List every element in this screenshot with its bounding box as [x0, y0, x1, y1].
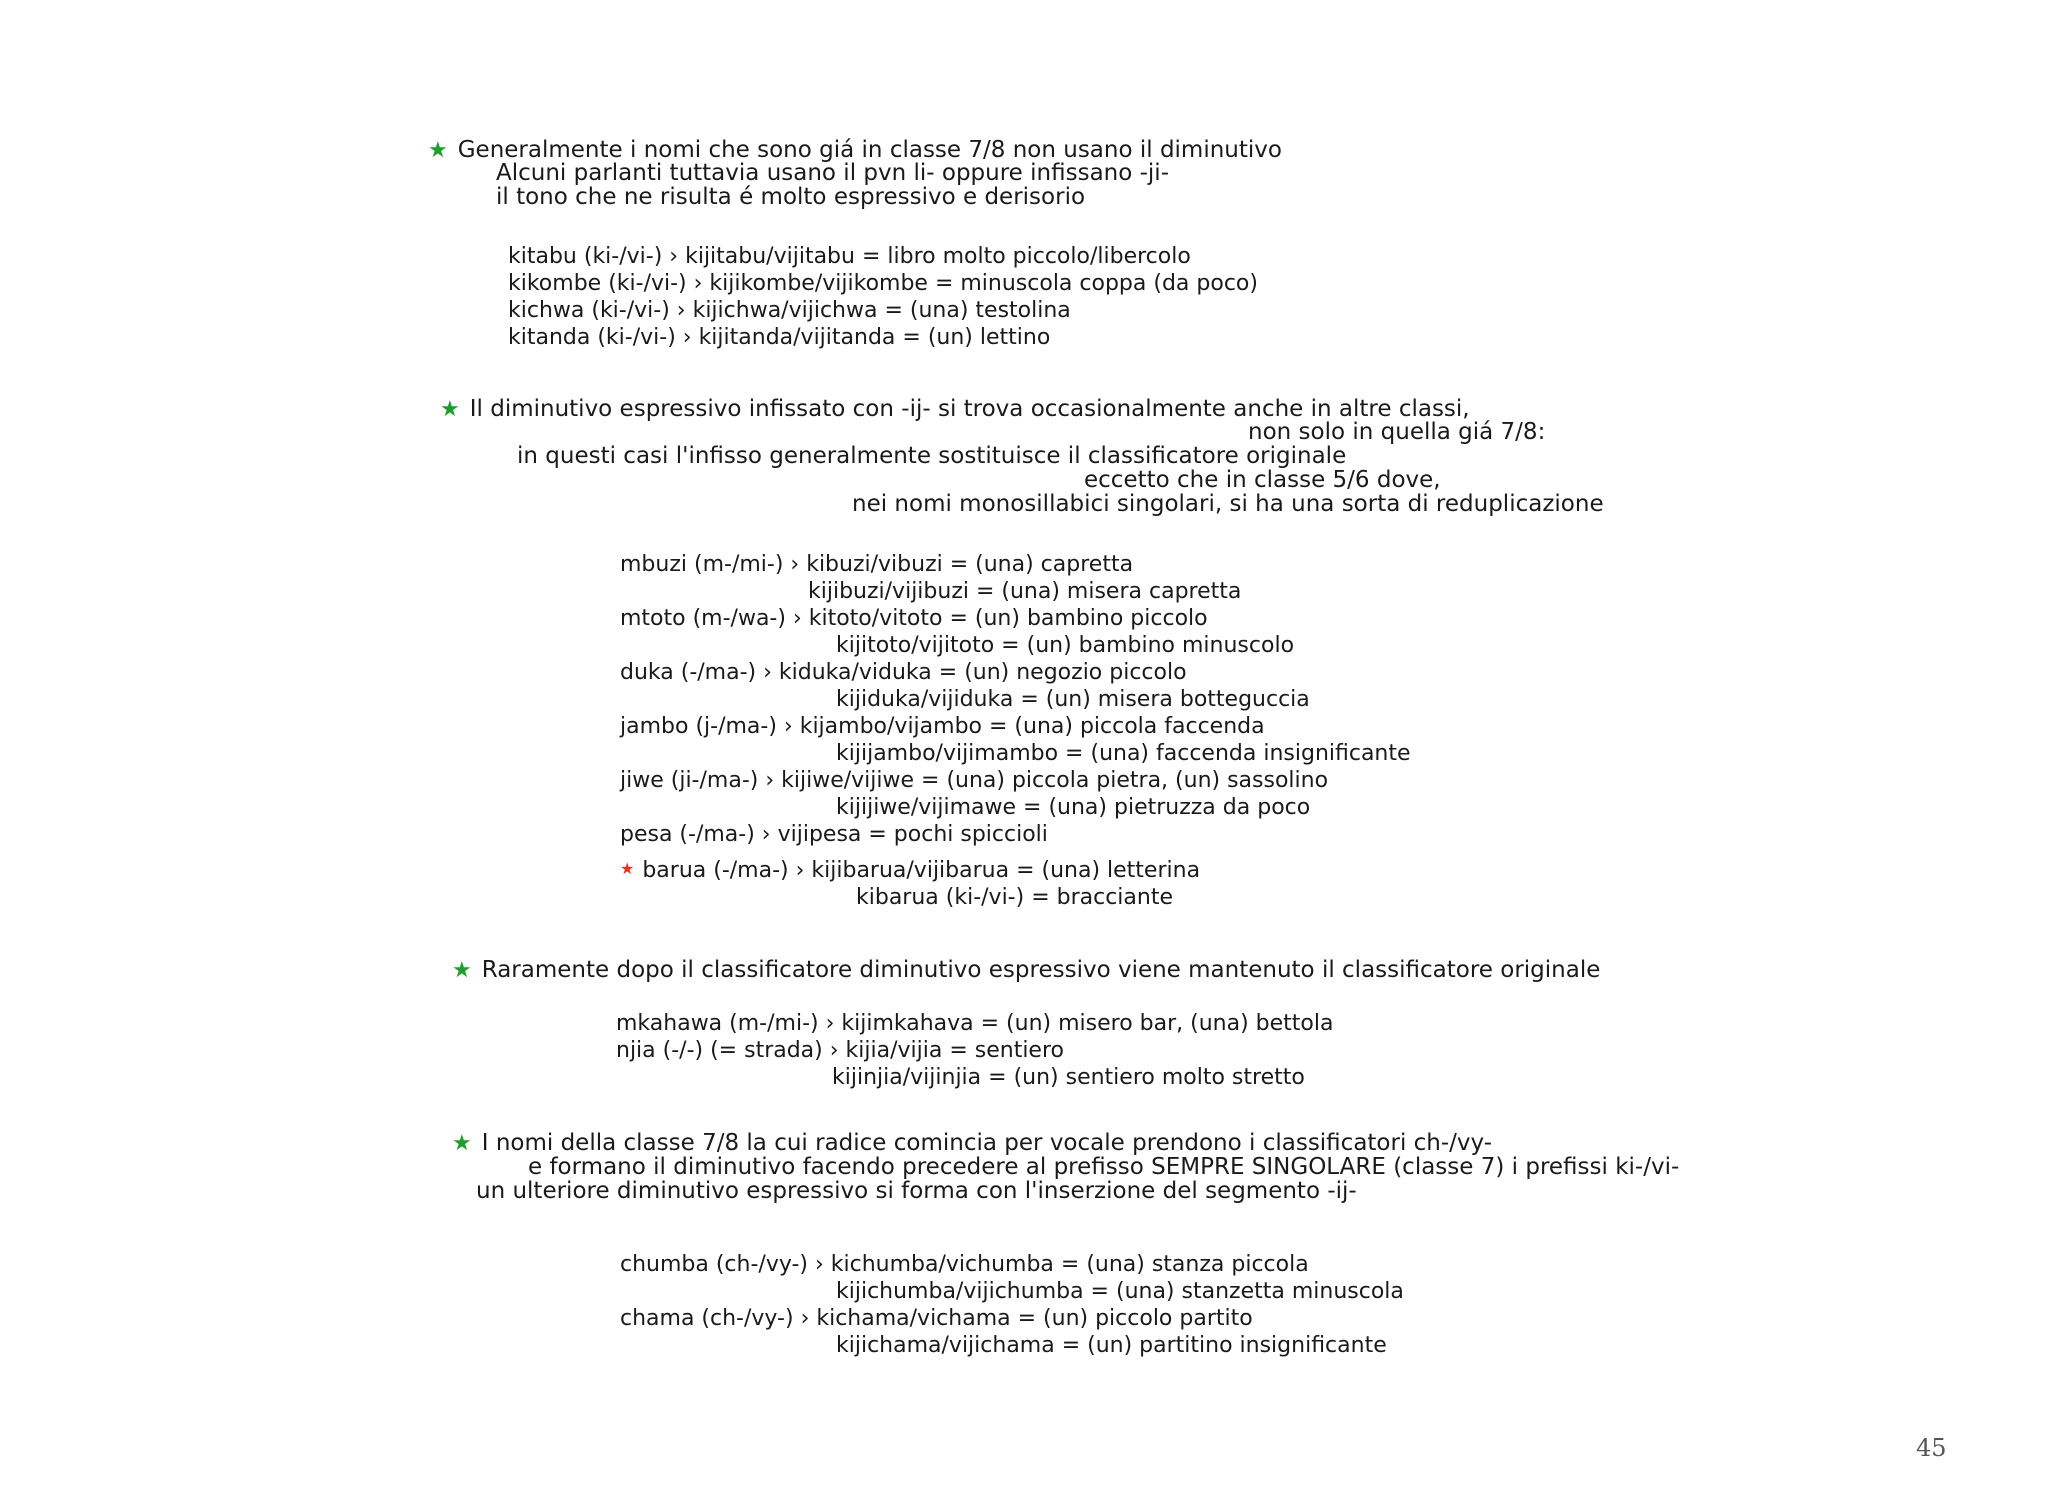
example-line: kijijiwe/vijimawe = (una) pietruzza da poco [836, 795, 1311, 820]
example-line: kikombe (ki-/vi-) › kijikombe/vijikombe = minuscola coppa (da poco) [508, 271, 1258, 296]
example-line: kijinjia/vijinjia = (un) sentiero molto stretto [832, 1065, 1305, 1090]
example-line: pesa (-/ma-) › vijipesa = pochi spiccioli [620, 822, 1048, 847]
star-icon: ★ [452, 1131, 472, 1156]
example-line: duka (-/ma-) › kiduka/viduka = (un) negozio piccolo [620, 660, 1187, 685]
section-2-line: in questi casi l'infisso generalmente sostituisce il classificatore originale [517, 443, 1347, 469]
example-line: jiwe (ji-/ma-) › kijiwe/vijiwe = (una) piccola pietra, (un) sassolino [620, 768, 1329, 793]
section-2-line: non solo in quella giá 7/8: [1248, 419, 1546, 445]
example-line: kijichumba/vijichumba = (una) stanzetta minuscola [836, 1279, 1404, 1304]
star-icon: ★ [452, 958, 472, 983]
example-line: mbuzi (m-/mi-) › kibuzi/vibuzi = (una) capretta [620, 552, 1134, 577]
example-line: chumba (ch-/vy-) › kichumba/vichumba = (una) stanza piccola [620, 1252, 1309, 1277]
section-4-line: un ulteriore diminutivo espressivo si forma con l'inserzione del segmento -ij- [476, 1178, 1357, 1204]
example-line: kitabu (ki-/vi-) › kijitabu/vijitabu = libro molto piccolo/libercolo [508, 244, 1191, 269]
section-1-heading: ★ Generalmente i nomi che sono giá in classe 7/8 non usano il diminutivo [428, 137, 1282, 163]
section-4-line: e formano il diminutivo facendo precedere al prefisso SEMPRE SINGOLARE (classe 7) i prefissi ki-/vi- [528, 1154, 1680, 1180]
star-icon: ★ [428, 138, 448, 163]
section-1-line: Alcuni parlanti tuttavia usano il pvn li- oppure infissano -ji- [496, 160, 1169, 186]
section-4-heading: ★ I nomi della classe 7/8 la cui radice comincia per vocale prendono i classificatori ch-/vy- [452, 1130, 1493, 1156]
example-line: njia (-/-) (= strada) › kijia/vijia = sentiero [616, 1038, 1064, 1063]
example-line: kijijambo/vijimambo = (una) faccenda insignificante [836, 741, 1411, 766]
example-line: kibarua (ki-/vi-) = bracciante [856, 885, 1174, 910]
section-1-line: il tono che ne risulta é molto espressivo e derisorio [496, 184, 1086, 210]
section-2-line: nei nomi monosillabici singolari, si ha una sorta di reduplicazione [852, 491, 1604, 517]
page-number: 45 [1916, 1434, 1947, 1462]
section-2-line: eccetto che in classe 5/6 dove, [1084, 467, 1441, 493]
section-3-heading: ★ Raramente dopo il classificatore diminutivo espressivo viene mantenuto il classificatore originale [452, 957, 1601, 983]
example-line: kichwa (ki-/vi-) › kijichwa/vijichwa = (una) testolina [508, 298, 1071, 323]
example-line: kijitoto/vijitoto = (un) bambino minuscolo [836, 633, 1295, 658]
example-line: jambo (j-/ma-) › kijambo/vijambo = (una) piccola faccenda [620, 714, 1265, 739]
example-line: mtoto (m-/wa-) › kitoto/vitoto = (un) bambino piccolo [620, 606, 1208, 631]
section-2-heading: ★ Il diminutivo espressivo infissato con -ij- si trova occasionalmente anche in altre classi, [440, 396, 1470, 422]
example-line: ★ barua (-/ma-) › kijibarua/vijibarua = (una) letterina [620, 858, 1201, 883]
example-line: kijichama/vijichama = (un) partitino insignificante [836, 1333, 1387, 1358]
example-line: kijiduka/vijiduka = (un) misera botteguccia [836, 687, 1310, 712]
star-icon: ★ [440, 397, 460, 422]
example-line: kitanda (ki-/vi-) › kijitanda/vijitanda = (un) lettino [508, 325, 1051, 350]
red-star-icon: ★ [620, 859, 635, 878]
example-line: mkahawa (m-/mi-) › kijimkahava = (un) misero bar, (una) bettola [616, 1011, 1334, 1036]
example-line: chama (ch-/vy-) › kichama/vichama = (un) piccolo partito [620, 1306, 1253, 1331]
example-line: kijibuzi/vijibuzi = (una) misera capretta [808, 579, 1242, 604]
